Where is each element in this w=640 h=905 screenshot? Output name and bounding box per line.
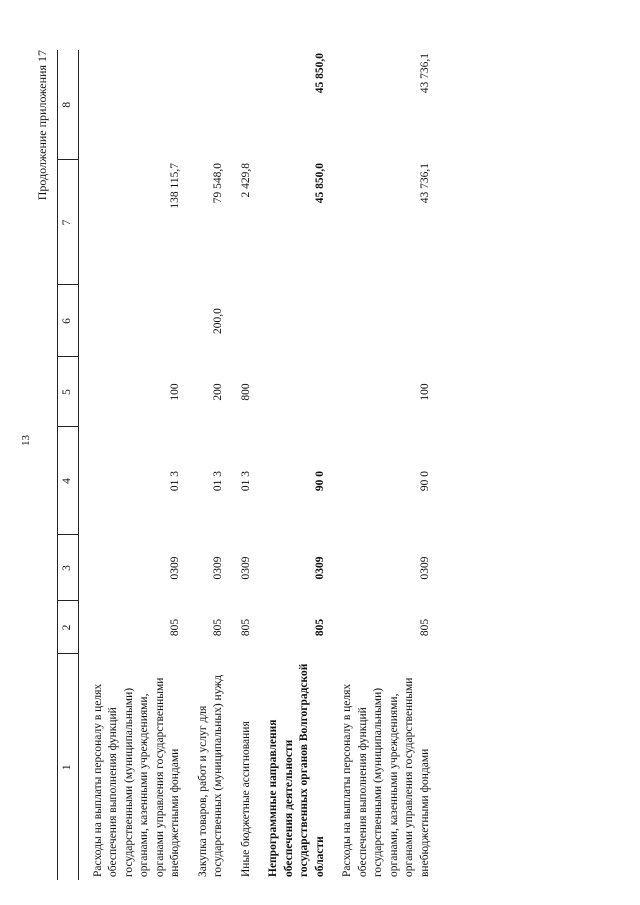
row-description: Закупка товаров, работ и услуг для государственных (муниципальных) нужд bbox=[196, 674, 225, 877]
cell-col-6 bbox=[78, 285, 184, 357]
row-description: Расходы на выплаты персоналу в целях обеспечения выполнения функций государственными (муниципальными) органами, казенными учреждениями, органами управления государственными внебюджетными фондами bbox=[91, 677, 182, 877]
cell-expense-type: 200 bbox=[212, 383, 225, 401]
cell-ministry-code: 805 bbox=[418, 618, 431, 637]
table-row bbox=[227, 50, 255, 880]
cell-target-code: 90 0 bbox=[418, 470, 431, 492]
table-row bbox=[184, 50, 227, 880]
cell-target-code: 01 3 bbox=[169, 470, 182, 492]
cell-col-8 bbox=[184, 50, 227, 160]
column-header: 7 bbox=[58, 160, 79, 285]
row-description: Иные бюджетные ассигнования bbox=[239, 721, 252, 877]
cell-col-8 bbox=[78, 50, 184, 160]
table-header-row bbox=[58, 50, 79, 880]
column-header: 5 bbox=[58, 357, 79, 427]
cell-col-7: 138 115,7 bbox=[169, 163, 182, 209]
column-header: 4 bbox=[58, 427, 79, 535]
column-header: 3 bbox=[58, 535, 79, 601]
cell-col-7: 2 429,8 bbox=[239, 163, 252, 198]
row-description: Непрограммные направления обеспечения деятельности государственных органов Волгоградской области bbox=[267, 663, 326, 877]
table-row bbox=[254, 50, 328, 880]
cell-col-7: 45 850,0 bbox=[313, 163, 326, 204]
cell-ministry-code: 805 bbox=[239, 618, 252, 637]
cell-col-8 bbox=[227, 50, 255, 160]
cell-col-6 bbox=[328, 285, 433, 357]
appendix-label: Продолжение приложения 17 bbox=[35, 50, 49, 201]
row-description: Расходы на выплаты персоналу в целях обеспечения выполнения функций государственными (муниципальными) органами, казенными учреждениями, органами управления государственными внебюджетными фондами bbox=[341, 677, 431, 877]
cell-target-code: 90 0 bbox=[313, 470, 326, 492]
budget-table bbox=[57, 50, 433, 880]
column-header: 1 bbox=[58, 654, 79, 880]
cell-expense-type: 800 bbox=[239, 383, 252, 401]
cell-ministry-code: 805 bbox=[169, 618, 182, 637]
cell-section-code: 0309 bbox=[169, 556, 182, 580]
table-row bbox=[78, 50, 184, 880]
cell-col-8: 43 736,1 bbox=[418, 53, 431, 94]
cell-col-7: 43 736,1 bbox=[418, 163, 431, 204]
rotated-page bbox=[35, 50, 625, 880]
table-row bbox=[328, 50, 433, 880]
column-header: 2 bbox=[58, 601, 79, 654]
column-header: 6 bbox=[58, 285, 79, 357]
cell-col-8: 45 850,0 bbox=[313, 53, 326, 94]
cell-expense-type bbox=[254, 357, 328, 427]
cell-expense-type: 100 bbox=[418, 383, 431, 401]
cell-col-7: 79 548,0 bbox=[212, 163, 225, 204]
cell-section-code: 0309 bbox=[212, 556, 225, 580]
page-number: 13 bbox=[20, 435, 32, 446]
cell-col-6: 200,0 bbox=[212, 308, 225, 334]
cell-target-code: 01 3 bbox=[239, 470, 252, 492]
cell-col-6 bbox=[254, 285, 328, 357]
cell-target-code: 01 3 bbox=[212, 470, 225, 492]
cell-ministry-code: 805 bbox=[212, 618, 225, 637]
cell-expense-type: 100 bbox=[169, 383, 182, 401]
cell-section-code: 0309 bbox=[418, 556, 431, 580]
cell-col-6 bbox=[227, 285, 255, 357]
cell-ministry-code: 805 bbox=[313, 618, 326, 637]
cell-section-code: 0309 bbox=[313, 556, 326, 580]
column-header: 8 bbox=[58, 50, 79, 160]
cell-section-code: 0309 bbox=[239, 556, 252, 580]
